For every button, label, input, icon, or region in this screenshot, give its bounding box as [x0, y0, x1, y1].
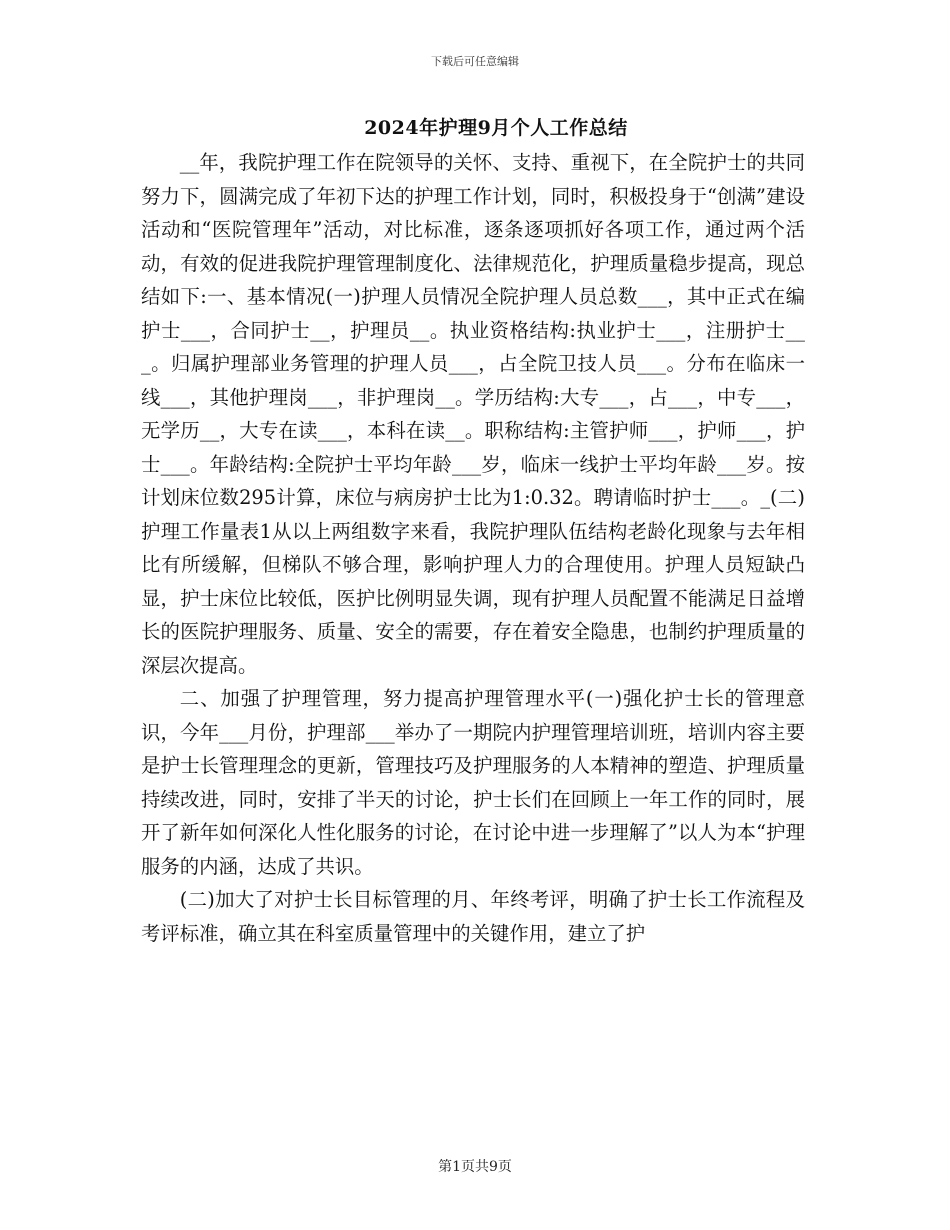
- page-number: 第1页共9页: [438, 1159, 512, 1175]
- document-title: 2024年护理9月个人工作总结: [364, 117, 628, 139]
- page-header-note: 下载后可任意编辑: [431, 55, 519, 68]
- paragraph-basic-situation: __年，我院护理工作在院领导的关怀、支持、重视下，在全院护士的共同努力下，圆满完成了年初下达的护理工作计划，同时，积极投身于“创满”建设活动和“医院管理年”活动，对比标准，逐条逐项抓好各项工作，通过两个活动，有效的促进我院护理管理制度化、法律规范化，护理质量稳步提高，现总结如下:一、基本情况(一)护理人员情况全院护理人员总数___，其中正式在编护士___，合同护士__，护理员__。执业资格结构:执业护士___，注册护士___。归属护理部业务管理的护理人员___，占全院卫技人员___。分布在临床一线___，其他护理岗___，非护理岗__。学历结构:大专___，占___，中专___，无学历__，大专在读___，本科在读__。职称结构:主管护师___，护师___，护士___。年龄结构:全院护士平均年龄___岁，临床一线护士平均年龄___岁。按计划床位数295计算，床位与病房护士比为1:0.32。聘请临时护士___。_(二)护理工作量表1从以上两组数字来看，我院护理队伍结构老龄化现象与去年相比有所缓解，但梯队不够合理，影响护理人力的合理使用。护理人员短缺凸显，护士床位比较低，医护比例明显失调，现有护理人员配置不能满足日益增长的医院护理服务、质量、安全的需要，存在着安全隐患，也制约护理质量的深层次提高。: [141, 151, 805, 677]
- paragraph-management: 二、加强了护理管理，努力提高护理管理水平(一)强化护士长的管理意识，今年___月份，护理部___举办了一期院内护理管理培训班，培训内容主要是护士长管理理念的更新，管理技巧及护理服务的人本精神的塑造、护理质量持续改进，同时，安排了半天的讨论，护士长们在回顾上一年工作的同时，展开了新年如何深化人性化服务的讨论，在讨论中进一步理解了”以人为本“护理服务的内涵，达成了共识。: [141, 687, 805, 878]
- document-body: [141, 146, 805, 950]
- paragraph-evaluation: (二)加大了对护士长目标管理的月、年终考评，明确了护士长工作流程及考评标准，确立其在科室质量管理中的关键作用，建立了护: [141, 888, 805, 945]
